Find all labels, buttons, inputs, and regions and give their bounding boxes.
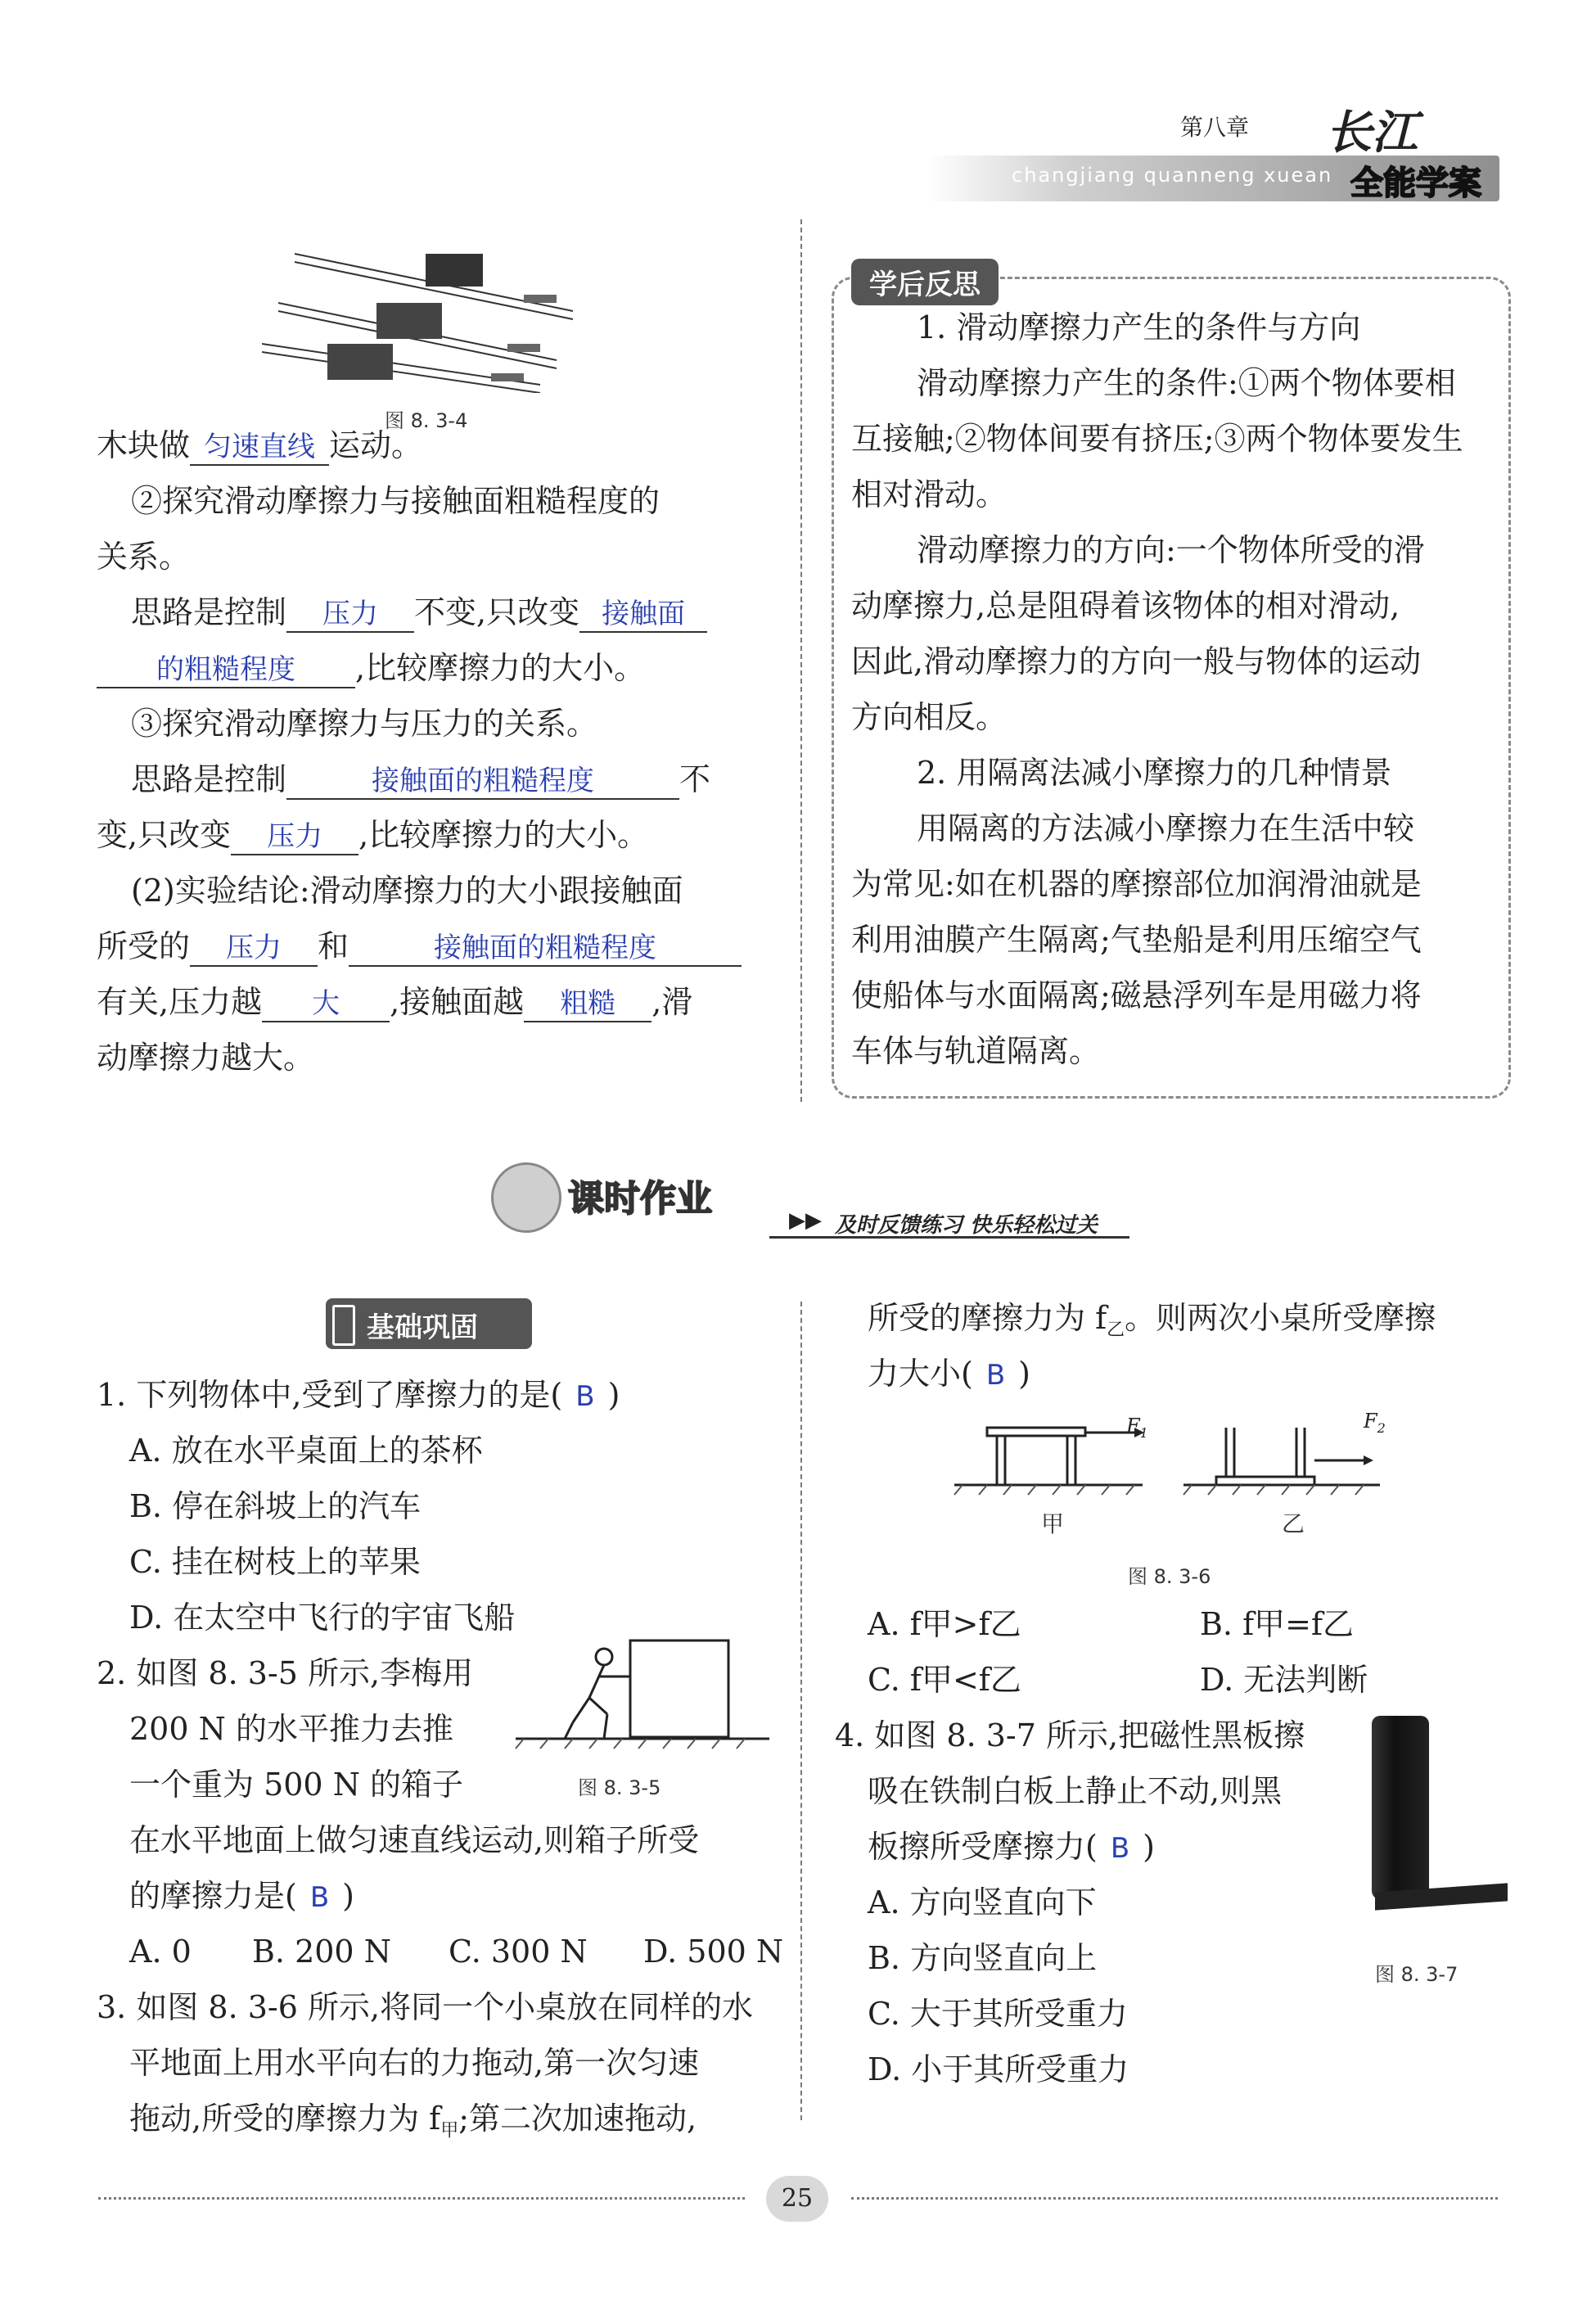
text: 板擦所受摩擦力(: [868, 1829, 1098, 1865]
text: 。则两次小桌所受摩擦: [1125, 1300, 1436, 1336]
reflection-line: 方向相反。: [851, 699, 1008, 735]
text: 木块做: [97, 427, 191, 463]
line-1: [97, 417, 422, 473]
q2-line-5: [129, 1868, 354, 1925]
text: 有关,压力越: [97, 984, 263, 1020]
banner-title: 课时作业: [568, 1178, 712, 1220]
answer: 接触面的粗糙程度: [434, 932, 657, 964]
q3-line-1: 3. 如图 8. 3-6 所示,将同一个小桌放在同样的水: [97, 1989, 754, 2025]
reflection-line: 2. 用隔离法减小摩擦力的几种情景: [917, 755, 1392, 791]
f1-sub: 1: [1139, 1424, 1148, 1441]
book-icon: [332, 1305, 355, 1346]
text: ;第二次加速拖动,: [458, 2101, 697, 2137]
text: 所受的: [97, 928, 191, 964]
q2-line-3: 一个重为 500 N 的箱子: [129, 1767, 464, 1803]
text: ,接触面越: [390, 984, 525, 1020]
f2-sub: 2: [1377, 1419, 1386, 1436]
caption-8-3-5: 图 8. 3-5: [578, 1776, 661, 1799]
blackboard-eraser-image: [1372, 1716, 1429, 1899]
text: 变,只改变: [97, 817, 232, 853]
line-3: 关系。: [97, 539, 191, 575]
q2-line-1: 2. 如图 8. 3-5 所示,李梅用: [97, 1655, 474, 1691]
reflection-line: 滑动摩擦力产生的条件:①两个物体要相: [917, 365, 1456, 401]
caption-8-3-6: 图 8. 3-6: [1128, 1565, 1211, 1588]
q3-answer: B: [985, 1359, 1006, 1392]
text: 的摩擦力是(: [129, 1878, 297, 1914]
figure-8-3-4: [262, 221, 606, 393]
text: ): [1143, 1829, 1155, 1865]
text: ,比较摩擦力的大小。: [358, 817, 649, 853]
page-number: 25: [766, 2176, 828, 2222]
reflection-line: 动摩擦力,总是阻碍着该物体的相对滑动,: [851, 588, 1400, 624]
text: 运动。: [329, 427, 423, 463]
text: 和: [318, 928, 349, 964]
force-label-f1: [1126, 1415, 1148, 1441]
q2-option-d: D. 500 N: [643, 1934, 784, 1970]
line-8: [97, 807, 648, 863]
text: 力大小(: [868, 1356, 973, 1392]
brand-bottom: 全能学案: [1350, 165, 1481, 202]
text: ,滑: [651, 984, 693, 1020]
text: ): [342, 1878, 354, 1914]
sub: 乙: [1107, 1320, 1125, 1341]
text: ,比较摩擦力的大小。: [355, 650, 646, 686]
q1-option-b: B. 停在斜坡上的汽车: [129, 1488, 422, 1524]
line-11: [97, 974, 692, 1030]
brand-top: 长江: [1326, 106, 1418, 160]
q4-option-c: C. 大于其所受重力: [868, 1996, 1128, 2032]
section-tag-label: 基础巩固: [367, 1311, 478, 1344]
q2-option-b: B. 200 N: [252, 1934, 391, 1970]
text: 不: [679, 761, 711, 797]
answer: 匀速直线: [204, 431, 316, 463]
section-tag: [326, 1298, 532, 1349]
answer: 的粗糙程度: [156, 653, 295, 686]
f2-letter: F: [1364, 1410, 1377, 1433]
q3-line-3: [129, 2091, 697, 2159]
q4-line-2: 吸在铁制白板上静止不动,则黑: [868, 1773, 1283, 1809]
q3-line-2: 平地面上用水平向右的力拖动,第一次匀速: [129, 2045, 700, 2081]
reflection-text: [851, 300, 1490, 1079]
q1-stem: [97, 1367, 620, 1424]
q4-option-b: B. 方向竖直向上: [868, 1940, 1098, 1976]
person-pushing-icon: [565, 1649, 630, 1739]
blank-1: [190, 426, 329, 466]
text: ): [1018, 1356, 1030, 1392]
q4-option-d: D. 小于其所受重力: [868, 2051, 1129, 2087]
line-7: [131, 751, 710, 807]
text: 思路是控制: [131, 761, 287, 797]
banner-slogan: 及时反馈练习 快乐轻松过关: [835, 1213, 1098, 1238]
q2-option-c: C. 300 N: [449, 1934, 588, 1970]
f1-letter: F: [1126, 1415, 1140, 1437]
blank-6: [231, 816, 358, 855]
answer: 接触面的粗糙程度: [372, 765, 595, 797]
reflection-line: 用隔离的方法减小摩擦力在生活中较: [917, 810, 1415, 846]
line-2: ②探究滑动摩擦力与接触面粗糙程度的: [131, 483, 660, 519]
answer: 压力: [267, 820, 323, 853]
text: 所受的摩擦力为 f: [868, 1300, 1107, 1336]
line-5: [97, 640, 645, 696]
answer: 压力: [226, 932, 282, 964]
figure-8-3-6: [946, 1411, 1404, 1518]
bottom-column-divider: [800, 1302, 802, 2120]
answer: 接触面: [602, 598, 686, 630]
answer: 大: [312, 987, 340, 1020]
blank-3: [579, 593, 707, 633]
reflection-line: 相对滑动。: [851, 476, 1008, 512]
q3-option-b: B. f甲=f乙: [1200, 1606, 1355, 1642]
text: ): [607, 1377, 620, 1413]
banner-badge: [491, 1162, 561, 1233]
line-12: 动摩擦力越大。: [97, 1040, 315, 1076]
reflection-line: 为常见:如在机器的摩擦部位加润滑油就是: [851, 866, 1422, 902]
line-4: [131, 584, 707, 640]
caption-8-3-4: 图 8. 3-4: [385, 409, 468, 432]
text: 思路是控制: [131, 594, 287, 630]
banner-arrows-icon: ▶▶: [789, 1208, 822, 1233]
label-jia: 甲: [1041, 1510, 1065, 1537]
q1-answer: B: [575, 1380, 595, 1413]
reflection-line: 使船体与水面隔离;磁悬浮列车是用磁力将: [851, 977, 1422, 1013]
sub: 甲: [440, 2120, 459, 2141]
chapter-label: 第八章: [1180, 114, 1250, 141]
q1-option-d: D. 在太空中飞行的宇宙飞船: [129, 1600, 516, 1636]
line-10: [97, 918, 742, 974]
line-6: ③探究滑动摩擦力与压力的关系。: [131, 706, 598, 742]
q2-line-2: 200 N 的水平推力去推: [129, 1711, 453, 1747]
footer-line-left: [98, 2197, 745, 2200]
q4-option-a: A. 方向竖直向下: [868, 1884, 1097, 1920]
blank-4: [97, 649, 355, 688]
reflection-line: 滑动摩擦力的方向:一个物体所受的滑: [917, 532, 1425, 568]
q2-line-4: 在水平地面上做匀速直线运动,则箱子所受: [129, 1822, 700, 1858]
reflection-line: 1. 滑动摩擦力产生的条件与方向: [917, 309, 1361, 345]
label-yi: 乙: [1282, 1510, 1305, 1537]
footer-line-right: [851, 2197, 1498, 2200]
q1-option-c: C. 挂在树枝上的苹果: [129, 1544, 421, 1580]
q2-option-a: A. 0: [129, 1934, 192, 1970]
text: 拖动,所受的摩擦力为 f: [129, 2101, 441, 2137]
reflection-tag: 学后反思: [851, 259, 999, 305]
q1-option-a: A. 放在水平桌面上的茶杯: [129, 1433, 483, 1469]
q4-line-3: [868, 1819, 1155, 1876]
blank-10: [524, 983, 651, 1022]
q3-option-d: D. 无法判断: [1200, 1662, 1368, 1698]
answer: 压力: [322, 598, 379, 630]
q3-option-a: A. f甲>f乙: [868, 1606, 1021, 1642]
q4-line-1: 4. 如图 8. 3-7 所示,把磁性黑板擦: [835, 1717, 1305, 1753]
q2-options: [129, 1924, 783, 1979]
blank-5: [286, 760, 679, 800]
reflection-line: 车体与轨道隔离。: [851, 1033, 1101, 1069]
reflection-line: 因此,滑动摩擦力的方向一般与物体的运动: [851, 643, 1422, 679]
brand-logo: [1318, 97, 1498, 203]
header-pinyin: changjiang quanneng xuean: [1012, 164, 1333, 187]
reflection-line: 互接触;②物体间要有挤压;③两个物体要发生: [851, 421, 1463, 457]
caption-8-3-7: 图 8. 3-7: [1375, 1963, 1458, 1986]
blank-8: [349, 927, 742, 967]
reflection-line: 利用油膜产生隔离;气垫船是利用压缩空气: [851, 922, 1422, 958]
q4-answer: B: [1110, 1832, 1130, 1865]
text: 1. 下列物体中,受到了摩擦力的是(: [97, 1377, 563, 1413]
blank-7: [190, 927, 318, 967]
line-9: (2)实验结论:滑动摩擦力的大小跟接触面: [131, 873, 683, 909]
answer: 粗糙: [560, 987, 616, 1020]
figure-8-3-5: [507, 1632, 769, 1755]
homework-banner: [491, 1154, 1129, 1252]
q3-option-c: C. f甲<f乙: [868, 1662, 1021, 1698]
force-label-f2: [1364, 1410, 1386, 1436]
q2-answer: B: [309, 1881, 330, 1914]
text: 不变,只改变: [414, 594, 580, 630]
blank-2: [286, 593, 414, 633]
top-column-divider: [800, 219, 802, 1102]
blank-9: [262, 983, 390, 1022]
q3-right-line-2: [868, 1346, 1030, 1403]
